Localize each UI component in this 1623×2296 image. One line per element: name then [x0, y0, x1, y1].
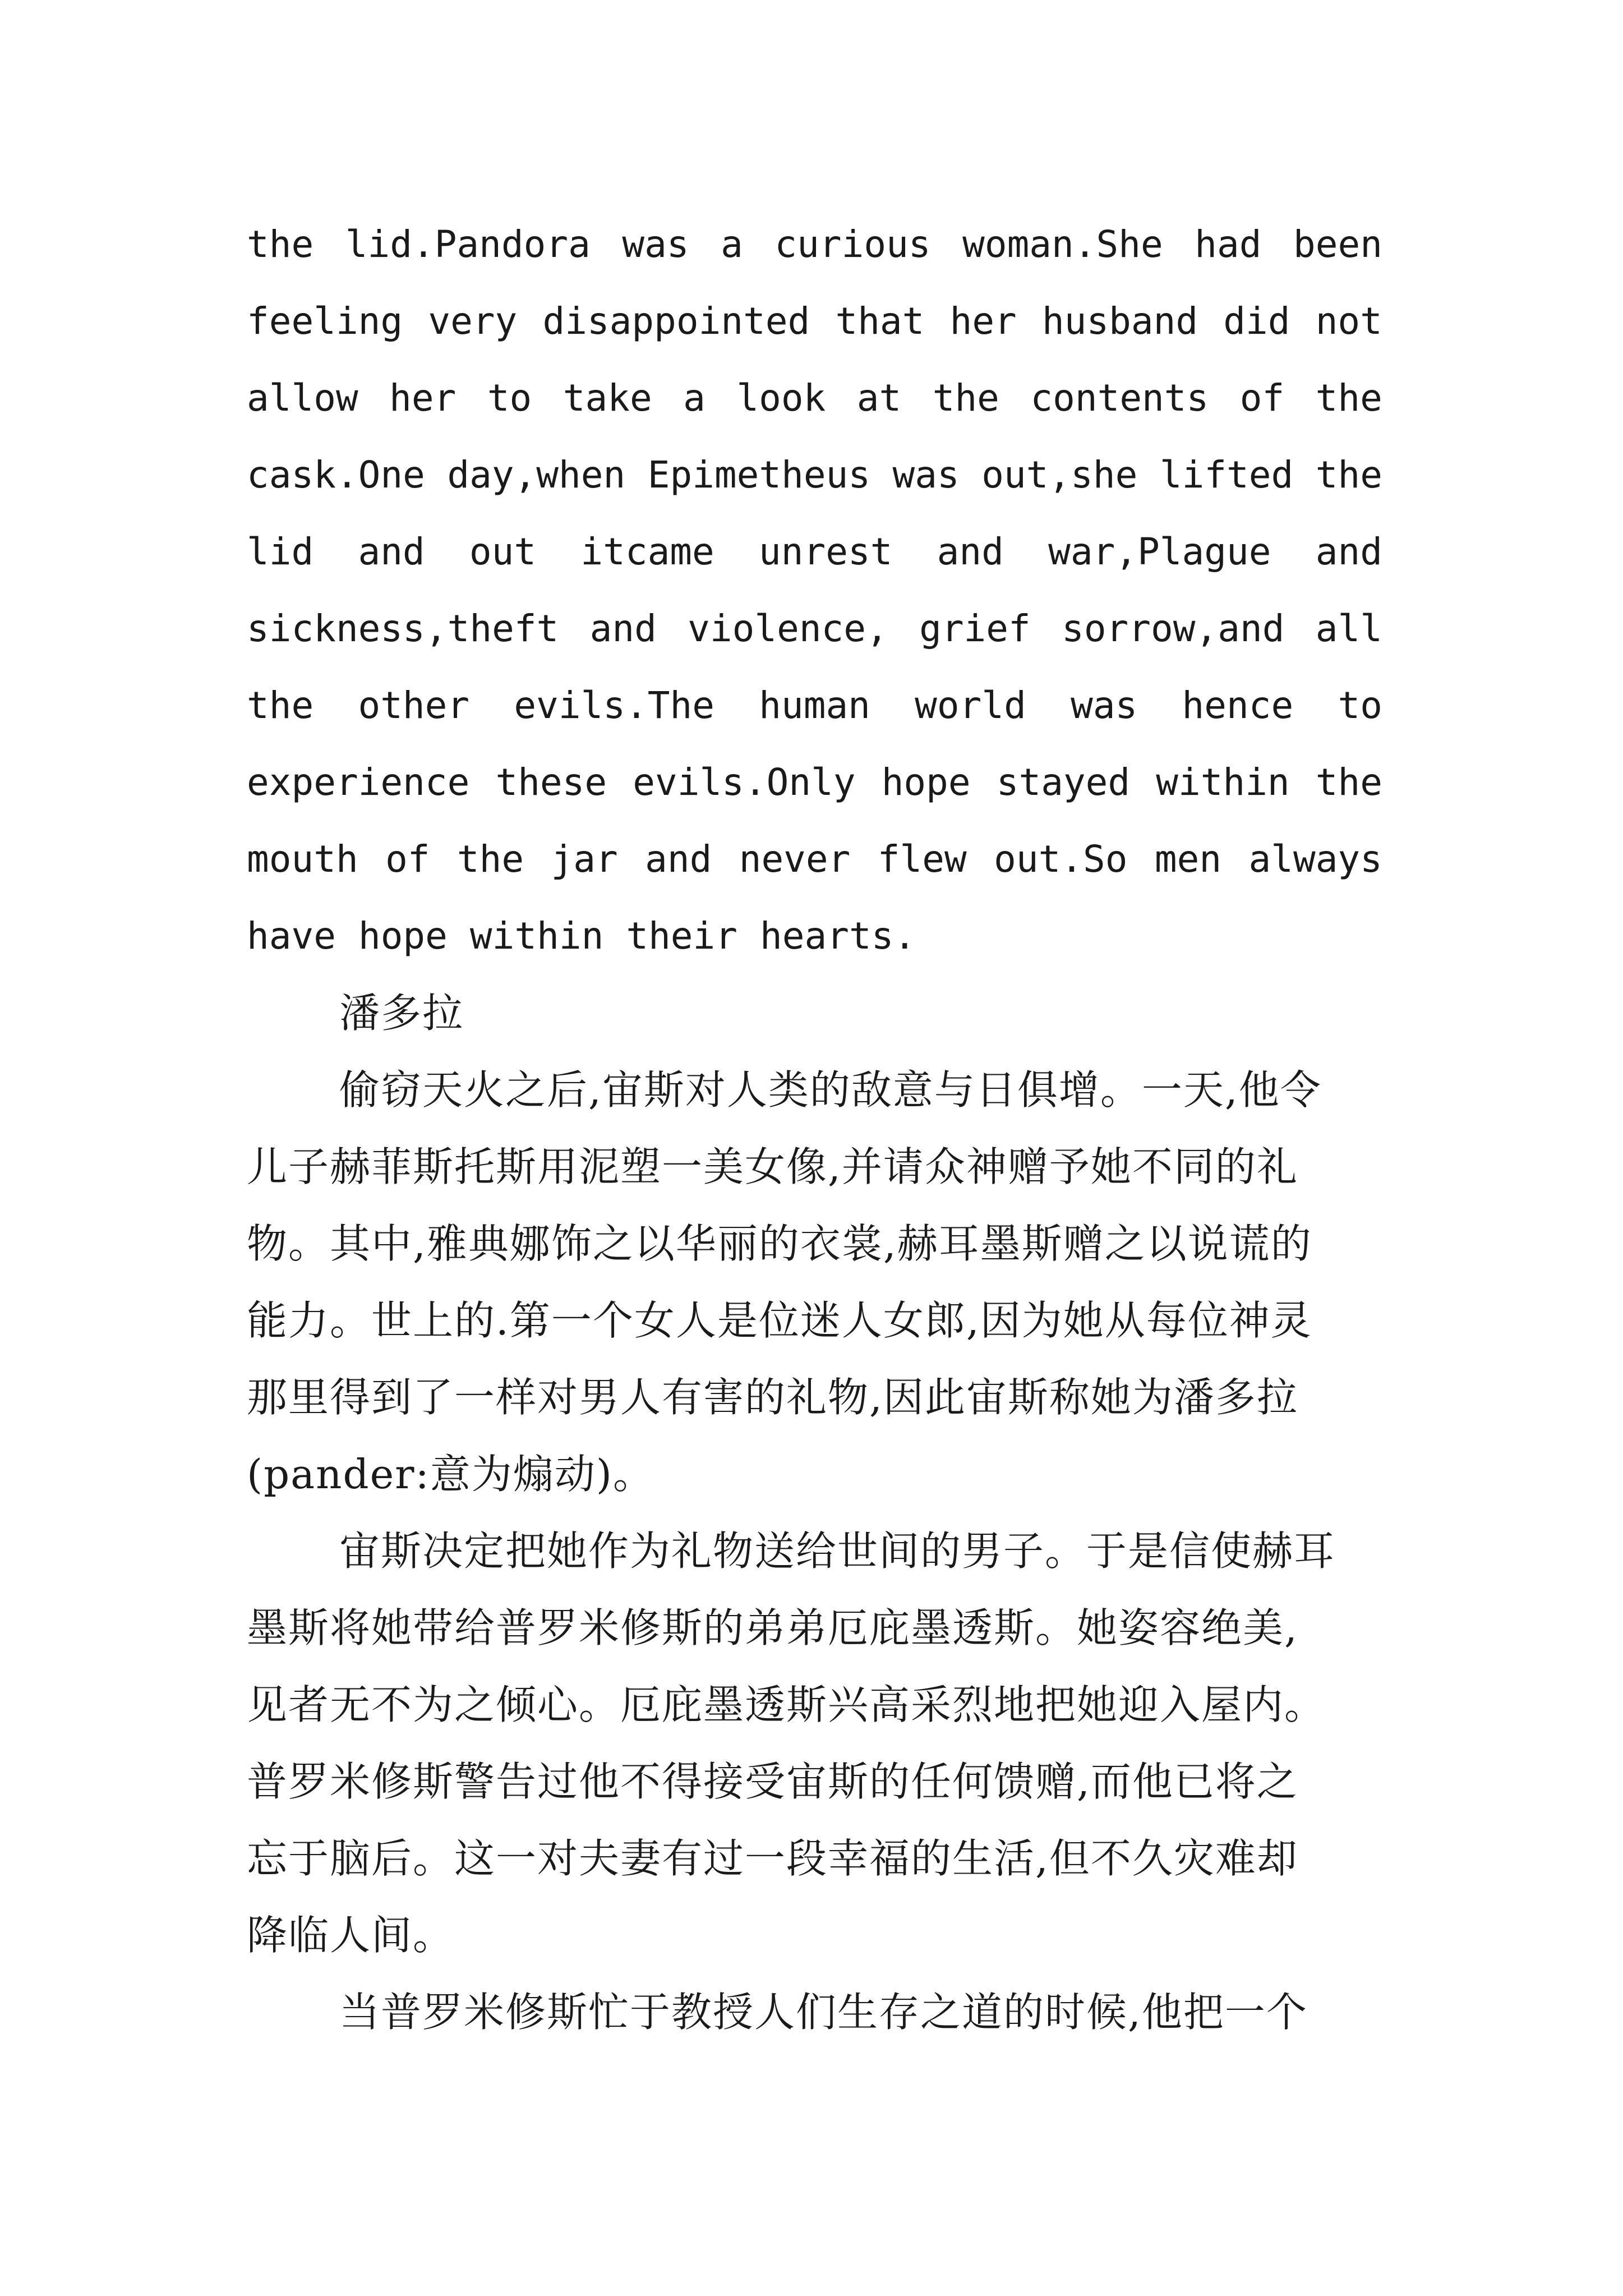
chinese-p2-line-6: 降临人间。 — [247, 1912, 455, 1959]
chinese-p1-line-3: 物。其中,雅典娜饰之以华丽的衣裳,赫耳墨斯赠之以说谎的 — [247, 1220, 1312, 1267]
english-line-7: the other evils.The human world was hence to — [247, 684, 1382, 727]
english-line-1: the lid.Pandora was a curious woman.She had been — [247, 223, 1382, 266]
chinese-p2-line-1: 宙斯决定把她作为礼物送给世间的男子。于是信使赫耳 — [339, 1527, 1336, 1575]
chinese-p2-line-3: 见者无不为之倾心。厄庇墨透斯兴高采烈地把她迎入屋内。 — [247, 1681, 1326, 1728]
chinese-p1-line-4: 能力。世上的.第一个女人是位迷人女郎,因为她从每位神灵 — [247, 1297, 1312, 1344]
english-line-6: sickness,theft and violence, grief sorrow,and all — [247, 607, 1382, 650]
chinese-p3-line-1: 当普罗米修斯忙于教授人们生存之道的时候,他把一个 — [339, 1989, 1308, 2036]
english-line-3: allow her to take a look at the contents of the — [247, 376, 1382, 420]
english-line-10: have hope within their hearts. — [247, 914, 916, 958]
english-line-5: lid and out itcame unrest and war,Plague and — [247, 530, 1382, 573]
chinese-p1-line-1: 偷窃天火之后,宙斯对人类的敌意与日俱增。一天,他令 — [339, 1066, 1322, 1114]
chinese-p2-line-5: 忘于脑后。这一对夫妻有过一段幸福的生活,但不久灾难却 — [247, 1835, 1298, 1882]
chinese-p1-line-6: (pander:意为煽动)。 — [247, 1451, 654, 1498]
chinese-title: 潘多拉 — [339, 990, 464, 1037]
english-line-8: experience these evils.Only hope stayed within the — [247, 761, 1382, 804]
chinese-p1-line-2: 儿子赫菲斯托斯用泥塑一美女像,并请众神赠予她不同的礼 — [247, 1143, 1298, 1190]
chinese-p2-line-2: 墨斯将她带给普罗米修斯的弟弟厄庇墨透斯。她姿容绝美, — [247, 1604, 1298, 1651]
chinese-p1-line-5: 那里得到了一样对男人有害的礼物,因此宙斯称她为潘多拉 — [247, 1374, 1298, 1421]
english-line-9: mouth of the jar and never flew out.So men always — [247, 838, 1382, 881]
english-line-4: cask.One day,when Epimetheus was out,she lifted the — [247, 453, 1382, 496]
english-line-2: feeling very disappointed that her husband did not — [247, 300, 1382, 343]
chinese-p2-line-4: 普罗米修斯警告过他不得接受宙斯的任何馈赠,而他已将之 — [247, 1758, 1298, 1805]
